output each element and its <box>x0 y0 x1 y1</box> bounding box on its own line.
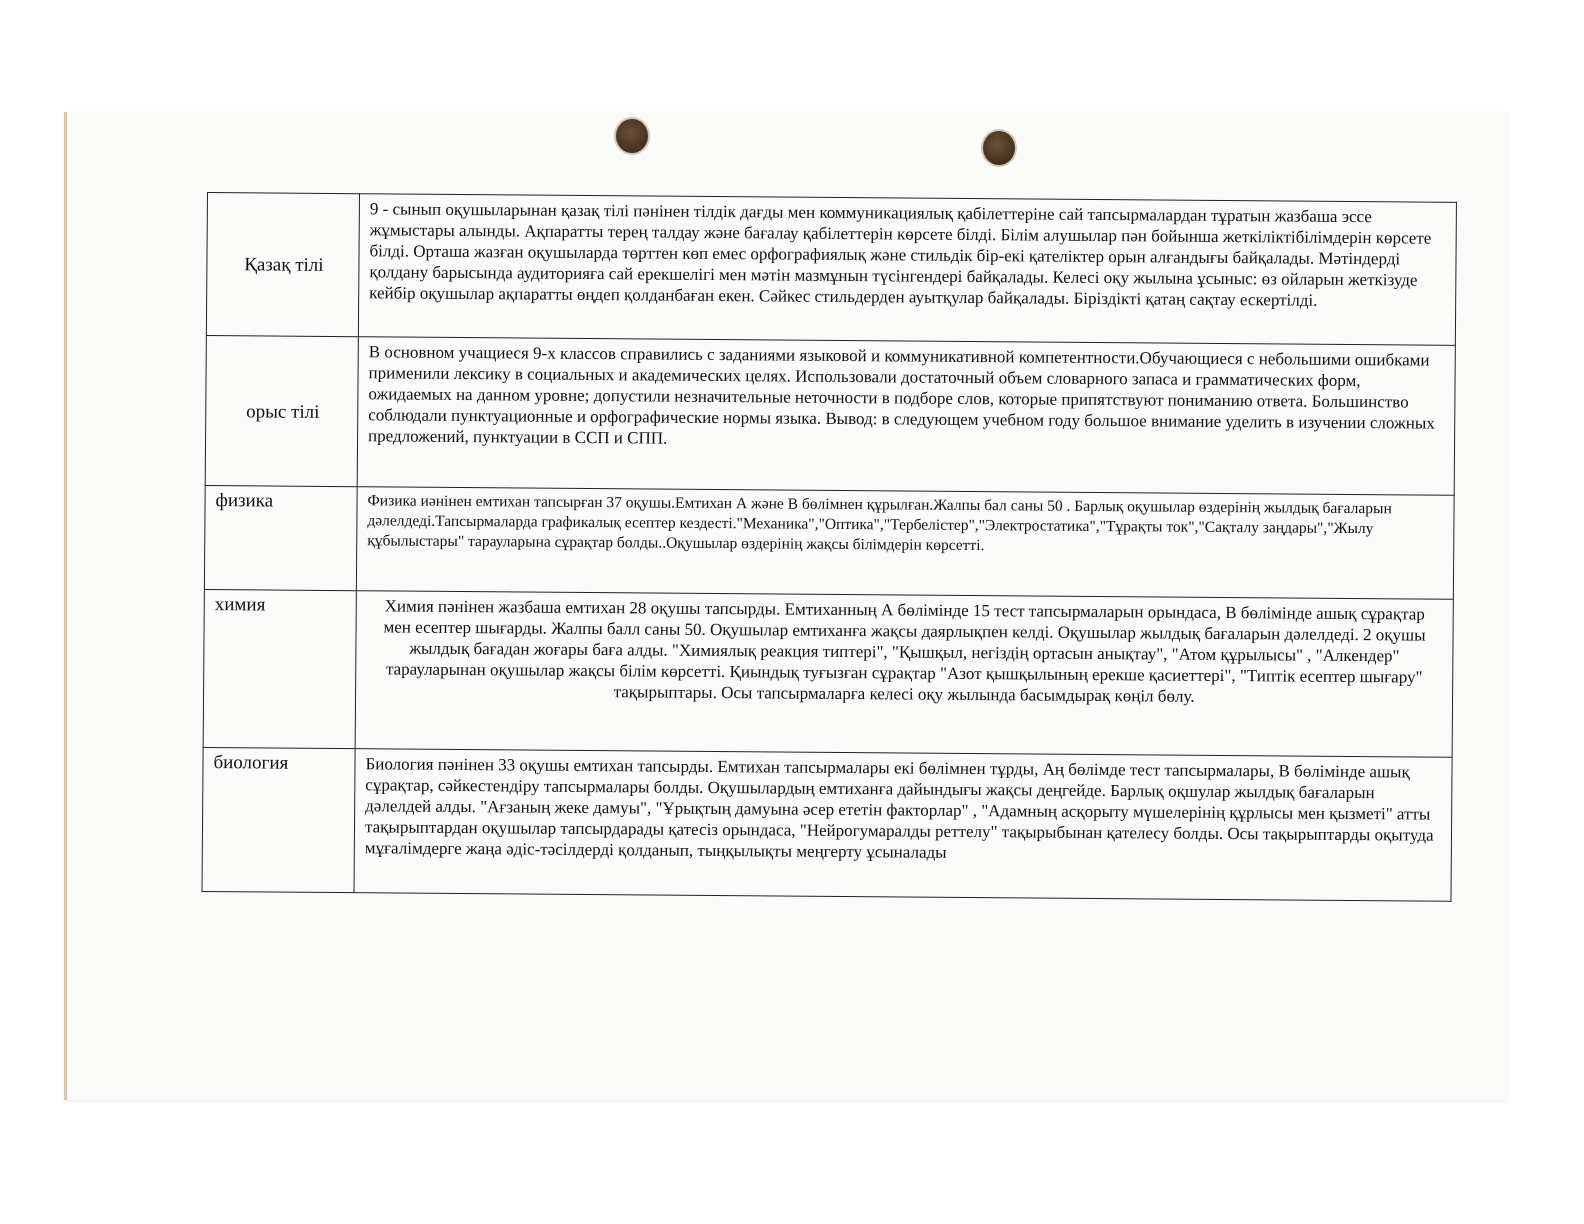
subject-cell: физика <box>204 485 357 590</box>
punch-hole <box>981 129 1017 167</box>
analysis-cell: Химия пәнінен жазбаша емтихан 28 оқушы тапсырды. Емтиханның А бөлімінде 15 тест тапсырмаларын орындаса, В бөлімінде ашық сұрақтар мен есептер шығарды. Жалпы балл саны 50. Оқушылар емтиханға жақсы даярлықпен келді. Оқушылар жылдық бағаларын дәлелдеді. 2 оқушы жылдық бағадан жоғары баға алды. "Химиялық реакция типтері", "Қышқыл, негіздің ортасын анықтау", "Атом құрылысы" , "Алкендер" тарауларынан оқушылар жақсы білім көрсетті. Қиындық туғызған сұрақтар "Азот қышқылының ерекше қасиеттері", "Типтік есептер шығару" тақырыптары. Осы тапсырмаларға келесі оқу жылында басымдырақ көңіл бөлу. <box>355 591 1453 758</box>
table-row <box>206 193 1456 346</box>
subject-cell: химия <box>203 589 356 748</box>
subject-cell: Қазақ тілі <box>206 193 359 337</box>
punch-hole <box>614 117 650 155</box>
subject-cell: биология <box>202 747 355 892</box>
analysis-cell: Биология пәнінен 33 оқушы емтихан тапсырды. Емтихан тапсырмалары екі бөлімнен тұрды, Аң бөлімде тест тапсырмалары, В бөлімінде ашық сұрақтар, сәйкестендіру тапсырмалары болды. Оқушылардың емтиханға дайындығы жақсы деңгейде. Барлық оқшулар жылдық бағаларын дәлелдей алды. "Ағзаның жеке дамуы", "Ұрықтың дамуына әсер ететін факторлар" , "Адамның асқорыту мүшелерінің құрлысы мен қызметі" атты тақырыптардан оқушылар тапсырдарады қатесіз орындаса, "Нейрогумаралды реттелу" тақырыбынан қателесу болды. Осы тақырыптарды оқытуда мұғалімдерге жаңа әдіс-тәсілдерді қолданып, тыңқылықты меңгерту ұсыналады <box>354 749 1452 902</box>
table-row <box>202 747 1452 901</box>
subject-cell: орыс тілі <box>205 335 358 486</box>
table-row <box>205 335 1455 495</box>
analysis-cell: В основном учащиеся 9-х классов справились с заданиями языковой и коммуникативной компетентности.Обучающиеся с небольшими ошибками применили лексику в социальных и академических целях. Использовали достаточный объем словарного запаса и грамматических форм, ожидаемых на данном уровне; допустили незначительные неточности в подборе слов, которые припятствуют пониманию ответа. Большинство соблюдали пунктуационные и орфографические нормы языка. Вывод: в следующем учебном году большое внимание уделить в изучении сложных предложений, пунктуации в ССП и СПП. <box>357 337 1455 496</box>
paper-sheet <box>64 112 1507 1100</box>
table-row <box>204 485 1454 599</box>
table-row <box>203 589 1453 757</box>
analysis-cell: Физика иәнінен емтихан тапсырған 37 оқушы.Емтихан А және В бөлімнен құрылған.Жалпы бал саны 50 . Барлық оқушылар өздерінің жылдық бағаларын дәлелдеді.Тапсырмаларда графикалық есептер кездесті."Механика","Оптика","Тербелістер","Электростатика","Тұрақты ток","Сақталу заңдары","Жылу құбылыстары" тарауларына сұрақтар болды..Оқушылар өздерінің жақсы білімдерін көрсетті. <box>356 487 1454 600</box>
exam-report-table <box>202 192 1457 902</box>
analysis-cell: 9 - сынып оқушыларынан қазақ тілі пәнінен тілдік дағды мен коммуникациялық қабілеттеріне сай тапсырмалардан тұратын жазбаша эссе жұмыстары алынды. Ақпаратты терең талдау және бағалау қабілеттерін көрсете білді. Білім алушылар пән бойынша жеткіліктібілімдерін көрсете білді. Орташа жазған оқушыларда төрттен көп емес орфографиялық және стильдік бір-екі қателіктер орын алғандығы байқалады. Мәтіндерді қолдану барысында аудиторияға сай ерекшелігі мен мәтін мазмұнын түсінгендері байқалады. Келесі оқу жылына ұсыныс: өз ойларын жеткізуде кейбір оқушылар ақпаратты өңдеп қолданбаған екен. Сәйкес стильдерден ауытқулар байқалады. Біріздікті қатаң сақтау ескертілді. <box>358 194 1456 346</box>
